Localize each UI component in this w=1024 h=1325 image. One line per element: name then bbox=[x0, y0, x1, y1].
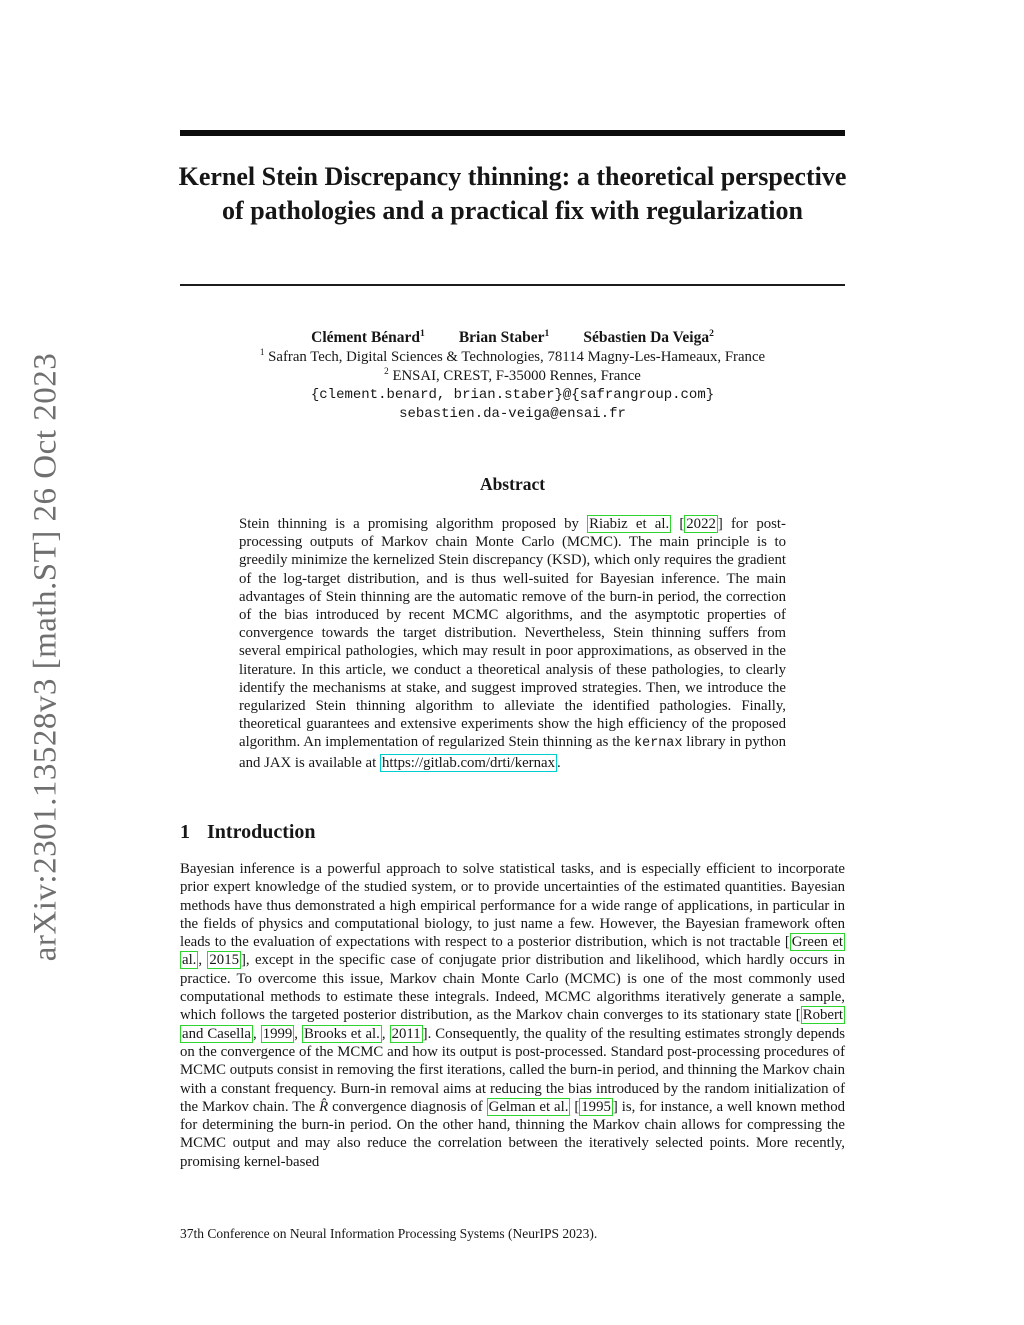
affil-text: Safran Tech, Digital Sciences & Technologies, 78114 Magny-Les-Hameaux, France bbox=[264, 349, 766, 365]
email-line: {clement.benard, brian.staber}@{safrangroup.com} bbox=[310, 387, 715, 403]
citation-link[interactable]: 1995 bbox=[581, 1098, 611, 1115]
text-segment: Stein thinning is a promising algorithm proposed by bbox=[239, 516, 588, 532]
conference-footnote: 37th Conference on Neural Information Processing Systems (NeurIPS 2023). bbox=[180, 1226, 598, 1241]
text-segment: [ bbox=[570, 1098, 580, 1115]
section-title: Introduction bbox=[207, 821, 316, 843]
citation-link[interactable]: Green et al. bbox=[182, 934, 843, 969]
citation-link[interactable]: Gelman et al. bbox=[488, 1098, 569, 1115]
text-segment: , bbox=[294, 1025, 303, 1042]
affil-mark: 2 bbox=[384, 366, 389, 377]
abstract-text bbox=[239, 515, 786, 772]
citation-link[interactable]: Robert and Casella bbox=[182, 1007, 843, 1042]
text-segment: , bbox=[252, 1025, 261, 1042]
text-segment: kernax bbox=[634, 736, 683, 752]
author-affil-mark: 1 bbox=[420, 327, 425, 339]
citation-link[interactable]: Riabiz et al. bbox=[589, 516, 670, 532]
citation-link[interactable]: 2011 bbox=[391, 1025, 421, 1042]
author-affil-mark: 2 bbox=[709, 327, 714, 339]
introduction-paragraph bbox=[180, 860, 845, 1171]
text-segment: ]. Consequently, the quality of the resulting estimates strongly depends on the convergence of the MCMC and how its output is post-processed. Standard post-processing procedures of MCMC outputs consist in removing the first iterations, called the burn-in period, and thinning the Markov chain with a constant frequency. Burn-in removal aims at reducing the bias introduced by the random initialization of the Markov chain. The bbox=[180, 1025, 846, 1115]
affiliation-line bbox=[180, 367, 845, 386]
affiliation-line bbox=[180, 348, 845, 367]
citation-link[interactable]: 1999 bbox=[262, 1025, 293, 1042]
author-affil-mark: 1 bbox=[544, 327, 550, 339]
author-name-text: Sébastien Da Veiga bbox=[583, 329, 710, 346]
section-heading-introduction bbox=[180, 821, 845, 844]
email-line: sebastien.da-veiga@ensai.fr bbox=[399, 406, 626, 422]
affil-mark: 1 bbox=[259, 347, 265, 358]
author-block bbox=[180, 328, 845, 424]
title-rule-top bbox=[180, 130, 845, 136]
text-segment: ] for post-processing outputs of Markov chain Monte Carlo (MCMC). The main principle is to greedily minimize the kernelized Stein discrepancy (KSD), which only requires the gradient of the log-target distribution, and is thus well-suited for Bayesian inference. The main advantages of Stein thinning are the automatic remove of the burn-in period, the correction of the bias introduced by recent MCMC algorithms, and the asymptotic properties of convergence towards the target distribution. Nevertheless, Stein thinning suffers from several empirical pathologies, which may result in poor approximations, as observed in the literature. In this article, we conduct a theoretical analysis of these pathologies, to clearly identify the mechanisms at stake, and suggest improved strategies. Then, we introduce the regularized Stein thinning algorithm to alleviate the identified pathologies. Finally, theoretical guarantees and extensive experiments show the high efficiency of the proposed algorithm. An implementation of regularized Stein thinning as the bbox=[239, 516, 786, 751]
text-segment: R̂ bbox=[319, 1098, 329, 1115]
author-name-text: Clément Bénard bbox=[311, 329, 421, 346]
title-rule-bottom bbox=[180, 284, 845, 286]
url-link[interactable]: https://gitlab.com/drti/kernax bbox=[381, 754, 555, 771]
text-segment: ], except in the specific case of conjugate prior distribution and likelihood, which hardly occurs in practice. To overcome this issue, Markov chain Monte Carlo (MCMC) is one of the most commonly used computational methods to estimate these integrals. Indeed, MCMC algorithms iteratively generate a sample, which follows the targeted posterior distribution, as the Markov chain converges to its stationary state [ bbox=[180, 952, 845, 1024]
paper-title: Kernel Stein Discrepancy thinning: a theoretical perspective of pathologies and a practical fix with regularization bbox=[178, 162, 847, 225]
section-number: 1 bbox=[180, 821, 190, 843]
citation-link[interactable]: 2022 bbox=[686, 516, 716, 532]
text-segment: convergence diagnosis of bbox=[328, 1098, 487, 1115]
arxiv-watermark: arXiv:2301.13528v3 [math.ST] 26 Oct 2023 bbox=[27, 352, 64, 962]
abstract-heading: Abstract bbox=[479, 474, 546, 494]
affil-text: ENSAI, CREST, F-35000 Rennes, France bbox=[388, 368, 641, 384]
text-segment: . bbox=[556, 754, 561, 771]
citation-link[interactable]: Brooks et al. bbox=[304, 1025, 380, 1042]
citation-link[interactable]: 2015 bbox=[209, 952, 239, 969]
text-segment: , bbox=[381, 1025, 390, 1042]
authors-row bbox=[180, 328, 845, 348]
author-name bbox=[583, 329, 714, 346]
author-name bbox=[459, 329, 549, 346]
text-segment: [ bbox=[671, 516, 685, 532]
text-segment: ] is, for instance, a well known method for determining the burn-in period. On the other hand, thinning the Markov chain allows for compressing the MCMC output and may also reduce the correlation between the iteratively selected points. More recently, promising kernel-based bbox=[180, 1098, 846, 1170]
text-segment: Bayesian inference is a powerful approach to solve statistical tasks, and is especially efficient to incorporate prior expert knowledge of the studied system, or to provide uncertainties of the estimated quantities. Bayesian methods have thus demonstrated a high empirical performance for a wide range of applications, in particular in the fields of physics and computational biology, to just name a few. However, the Bayesian framework often leads to the evaluation of expectations with respect to a posterior distribution, which is not tractable [ bbox=[180, 861, 845, 951]
text-segment: , bbox=[198, 952, 208, 969]
author-name-text: Brian Staber bbox=[458, 329, 545, 346]
author-name bbox=[311, 329, 425, 346]
text-segment: library in python and JAX is available at bbox=[239, 734, 786, 771]
